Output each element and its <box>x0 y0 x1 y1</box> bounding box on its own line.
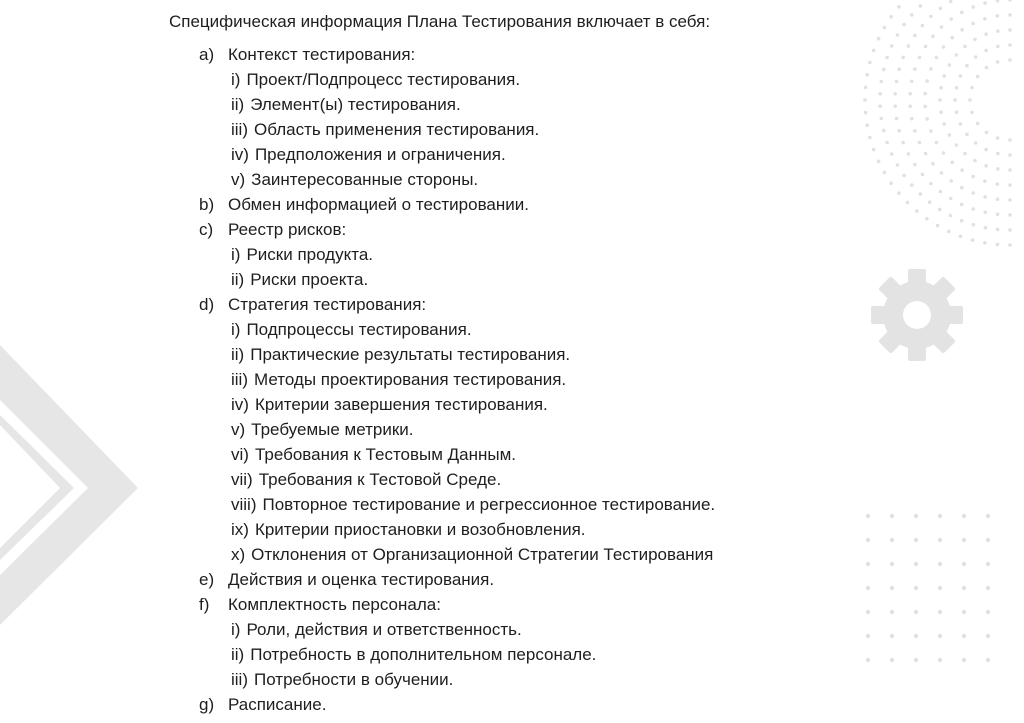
sub-item-d-5 <box>231 420 414 440</box>
sub-marker: i) <box>231 245 241 264</box>
sub-item-a-4 <box>231 145 506 165</box>
list-item-f <box>199 595 441 615</box>
sub-item-a-5 <box>231 170 478 190</box>
sub-item-text: Риски проекта. <box>250 270 369 289</box>
sub-item-text: Требования к Тестовой Среде. <box>258 470 502 489</box>
sub-item-a-2 <box>231 95 461 115</box>
sub-marker: iv) <box>231 395 249 414</box>
sub-marker: ii) <box>231 345 245 364</box>
list-item-text: Комплектность персонала: <box>228 595 441 614</box>
list-item-d <box>199 295 426 315</box>
sub-item-d-10 <box>231 545 713 565</box>
sub-item-f-2 <box>231 645 596 665</box>
sub-item-text: Требования к Тестовым Данным. <box>254 445 517 464</box>
page-title: Специфическая информация Плана Тестирования включает в себя: <box>169 12 711 31</box>
list-marker: e) <box>199 570 215 589</box>
sub-item-text: Элемент(ы) тестирования. <box>250 95 461 114</box>
list-item-c <box>199 220 346 240</box>
sub-item-d-6 <box>231 445 516 465</box>
sub-item-d-9 <box>231 520 586 540</box>
sub-item-text: Методы проектирования тестирования. <box>254 370 567 389</box>
sub-item-text: Заинтересованные стороны. <box>251 170 479 189</box>
sub-item-text: Предположения и ограничения. <box>254 145 506 164</box>
list-item-g <box>199 695 326 715</box>
sub-item-text: Потребности в обучении. <box>254 670 454 689</box>
list-marker: a) <box>199 45 215 64</box>
sub-item-d-2 <box>231 345 570 365</box>
sub-item-a-1 <box>231 70 520 90</box>
sub-marker: iii) <box>231 670 248 689</box>
sub-marker: iv) <box>231 145 249 164</box>
list-item-text: Обмен информацией о тестировании. <box>228 195 529 214</box>
sub-item-a-3 <box>231 120 539 140</box>
sub-marker: ii) <box>231 95 245 114</box>
sub-marker: x) <box>231 545 246 564</box>
sub-item-text: Подпроцессы тестирования. <box>246 320 472 339</box>
sub-item-text: Критерии приостановки и возобновления. <box>254 520 586 539</box>
sub-item-text: Отклонения от Организационной Стратегии Тестирования <box>251 545 714 564</box>
list-item-text: Расписание. <box>228 695 327 714</box>
sub-item-text: Роли, действия и ответственность. <box>246 620 522 639</box>
sub-marker: i) <box>231 620 241 639</box>
sub-item-f-1 <box>231 620 522 640</box>
list-marker: d) <box>199 295 215 314</box>
sub-item-d-8 <box>231 495 715 515</box>
list-item-e <box>199 570 494 590</box>
sub-item-text: Критерии завершения тестирования. <box>254 395 548 414</box>
list-marker: f) <box>199 595 210 614</box>
list-item-a <box>199 45 415 65</box>
list-item-text: Контекст тестирования: <box>228 45 416 64</box>
sub-marker: i) <box>231 320 241 339</box>
sub-item-text: Повторное тестирование и регрессионное тестирование. <box>262 495 716 514</box>
sub-marker: ix) <box>231 520 249 539</box>
sub-marker: viii) <box>231 495 257 514</box>
sub-item-c-1 <box>231 245 373 265</box>
sub-item-c-2 <box>231 270 368 290</box>
sub-marker: vii) <box>231 470 253 489</box>
sub-marker: iii) <box>231 370 248 389</box>
list-item-text: Реестр рисков: <box>228 220 347 239</box>
sub-marker: i) <box>231 70 241 89</box>
sub-marker: vi) <box>231 445 249 464</box>
sub-item-text: Практические результаты тестирования. <box>250 345 571 364</box>
list-item-text: Действия и оценка тестирования. <box>228 570 495 589</box>
sub-item-d-4 <box>231 395 548 415</box>
list-marker: b) <box>199 195 215 214</box>
sub-item-d-1 <box>231 320 472 340</box>
sub-marker: ii) <box>231 270 245 289</box>
list-marker: g) <box>199 695 215 714</box>
sub-marker: v) <box>231 170 246 189</box>
sub-item-text: Область применения тестирования. <box>254 120 540 139</box>
list-marker: c) <box>199 220 214 239</box>
sub-item-text: Риски продукта. <box>246 245 374 264</box>
sub-marker: iii) <box>231 120 248 139</box>
sub-marker: ii) <box>231 645 245 664</box>
list-item-b <box>199 195 529 215</box>
sub-item-text: Проект/Подпроцесс тестирования. <box>246 70 521 89</box>
sub-item-d-3 <box>231 370 566 390</box>
sub-item-text: Потребность в дополнительном персонале. <box>250 645 597 664</box>
list-item-text: Стратегия тестирования: <box>228 295 427 314</box>
sub-marker: v) <box>231 420 246 439</box>
sub-item-text: Требуемые метрики. <box>251 420 414 439</box>
sub-item-f-3 <box>231 670 453 690</box>
sub-item-d-7 <box>231 470 501 490</box>
